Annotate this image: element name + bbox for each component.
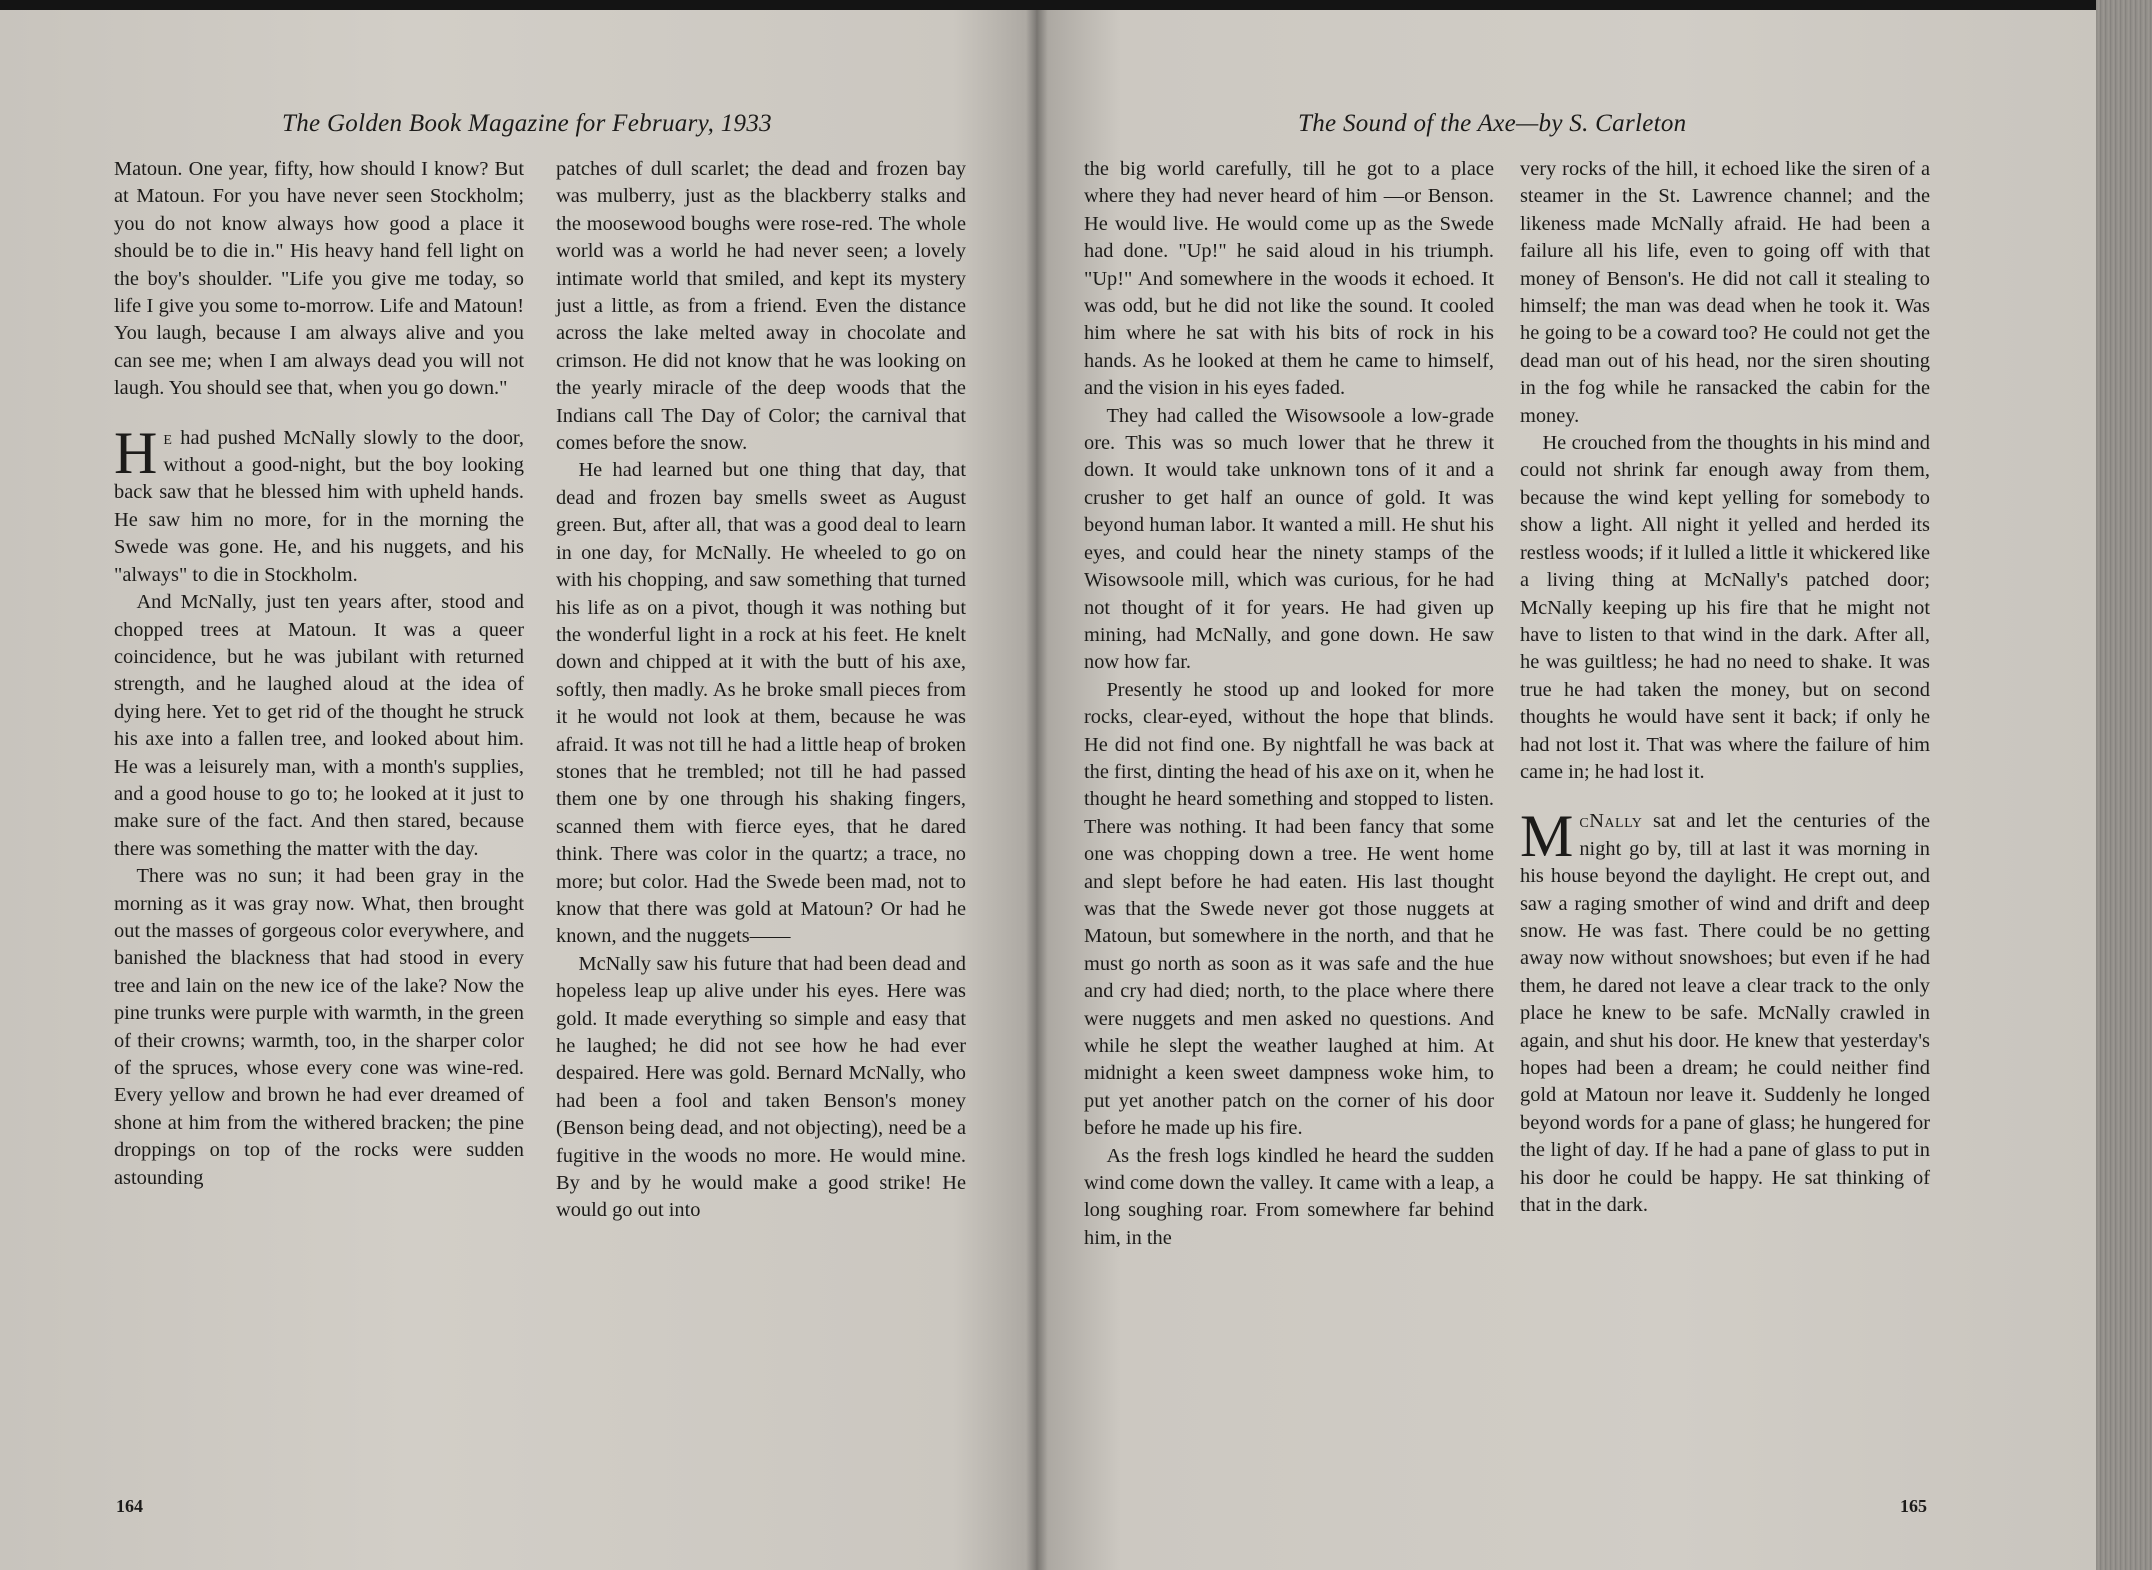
paragraph: very rocks of the hill, it echoed like the siren of a steamer in the St. Lawrence channel; and the likeness made McNally afraid. He had been a failure all his life, even to going off with that money of Benson's. He did not call it stealing to himself; the man was dead when he took it. Was he going to be a coward too? He could not get the dead man out of his head, nor the siren shouting in the fog while he ransacked the cabin for the money. [1520,158,1930,427]
paragraph: Matoun. One year, fifty, how should I know? But at Matoun. For you have never seen Stockholm; you do not know always how good a place it should be to die in." His heavy hand fell light on the boy's shoulder. "Life you give me today, so life I give you some to-morrow. Life and Matoun! You laugh, because I am always alive and you can see me; when I am always dead you will not laugh. You should see that, when you go down." [114,158,524,400]
right-page-number: 165 [1900,1496,1927,1516]
book-gutter-shadow [1026,10,1048,1570]
paragraph-text: sat and let the centuries of the night go by, till at last it was morning in his house beyond the daylight. He crept out, and saw a raging smother of wind and drift and deep snow. He was fast. There could be no getting away now without snowshoes; but even if he had them, he dared not leave a clear track to the only place he knew to be safe. McNally crawled in again, and shut his door. He knew that yesterday's hopes had been a dream; he could neither find gold at Matoun nor leave it. Suddenly he longed beyond words for a pane of glass; he hungered for the light of day. If he had a pane of glass to put in his door he could be happy. He sat thinking of that in the dark. [1520,810,1930,1217]
right-column-2 [1520,156,1930,1219]
paragraph: the big world carefully, till he got to a place where they had never heard of him —or Benson. He would live. He would come up as the Swede had done. "Up!" he said aloud in his triumph. "Up!" And somewhere in the woods it echoed. It was odd, but he did not like the sound. It cooled him where he sat with his bits of rock in his hands. As he looked at them he came to himself, and the vision in his eyes faded. [1084,158,1494,400]
paragraph: McNally saw his future that had been dead and hopeless leap up alive under his eyes. Here was gold. It made everything so simple and easy that he laughed; he did not see how he had ever despaired. Here was gold. Bernard McNally, who had been a fool and taken Benson's money (Benson being dead, and not objecting), need be a fugitive in the woods no more. He would mine. By and by he would make a good strike! He would go out into [556,952,966,1222]
paragraph-text: had pushed McNally slowly to the door, without a good-night, but the boy looking back saw that he blessed him with upheld hands. He saw him no more, for in the morning the Swede was gone. He, and his nuggets, and his "always" to die in Stockholm. [114,426,524,586]
drop-cap: M [1520,803,1574,870]
left-column-1 [114,156,524,1192]
left-page-number: 164 [116,1496,143,1516]
paragraph: He had learned but one thing that day, that dead and frozen bay smells sweet as August green. But, after all, that was a good deal to learn in one day, for McNally. He wheeled to go on with his chopping, and saw something that turned his life as on a pivot, though it was nothing but the wonderful light in a rock at his feet. He knelt down and chipped at it with the butt of his axe, softly, then madly. As he broke small pieces from it he would not look at them, because he was afraid. It was not till he had a little heap of broken stones that he trembled; not till he had passed them one by one through his shaking fingers, scanned them with fierce eyes, that he dared think. There was color in the quartz; a trace, no more; but color. Had the Swede been mad, not to know that there was gold at Matoun? Or had he known, and the nuggets—— [556,459,966,948]
left-running-head: The Golden Book Magazine for February, 1933 [282,110,772,137]
page-stack-edge [2096,0,2152,1570]
paragraph: They had called the Wisowsoole a low-grade ore. This was so much lower that he threw it down. It would take unknown tons of it and a crusher to get half an ounce of gold. It was beyond human labor. It wanted a mill. He shut his eyes, and could hear the ninety stamps of the Wisowsoole mill, which was curious, for he had not thought of it for years. He had given up mining, had McNally, and gone down. He saw now how far. [1084,404,1494,674]
paragraph-dropcap [1520,803,1930,1219]
drop-cap: H [114,419,158,486]
paragraph: And McNally, just ten years after, stood and chopped trees at Matoun. It was a queer coincidence, but he was jubilant with returned strength, and he laughed aloud at the idea of dying here. Yet to get rid of the thought he struck his axe into a fallen tree, and looked about him. He was a leisurely man, with a month's supplies, and a good house to go to; he looked at it just to make sure of the fact. And then stared, because there was something the matter with the day. [114,591,524,860]
right-page [1036,10,2096,1570]
paragraph-dropcap [114,419,524,589]
paragraph: As the fresh logs kindled he heard the sudden wind come down the valley. It came with a leap, a long soughing roar. From somewhere far behind him, in the [1084,1144,1494,1249]
right-column-1 [1084,156,1494,1252]
left-column-2 [556,156,966,1225]
paragraph: Presently he stood up and looked for more rocks, clear-eyed, without the hope that blinds. He did not find one. By nightfall he was back at the first, dinting the head of his axe on it, when he thought he heard something and stopped to listen. There was nothing. It had been fancy that some one was chopping down a tree. He went home and slept before he had eaten. His last thought was that the Swede never got those nuggets at Matoun, but somewhere in the north, and that he must go north as soon as it was safe and the hue and cry had died; north, to the place where there were nuggets and men asked no questions. And while he slept the weather laughed at him. At midnight a keen sweet dampness woke him, to put yet another patch on the corner of his door before he made up his fire. [1084,678,1494,1140]
left-page [0,10,1036,1570]
right-running-head: The Sound of the Axe—by S. Carleton [1298,110,1687,137]
paragraph: patches of dull scarlet; the dead and frozen bay was mulberry, just as the blackberry stalks and the moosewood boughs were rose-red. The whole world was a world he had never seen; a lovely intimate world that smiled, and kept its mystery just a little, as from a friend. Even the distance across the lake melted away in chocolate and crimson. He did not know that he was looking on the yearly miracle of the deep woods that the Indians call The Day of Color; the carnival that comes before the snow. [556,158,966,455]
paragraph: He crouched from the thoughts in his mind and could not shrink far enough away from them, because the wind kept yelling for somebody to show a light. All night it yelled and herded its restless woods; if it lulled a little it whickered like a living thing at McNally's patched door; McNally keeping up his fire that he might not have to listen to that wind in the dark. After all, he was guiltless; he had no need to shake. It was true he had taken the money, but on second thoughts he would have sent it back; if only he had not lost it. That was where the failure of him came in; he had lost it. [1520,432,1930,783]
small-caps-lead: cNally [1579,810,1643,833]
paragraph: There was no sun; it had been gray in the morning as it was gray now. What, then brought out the masses of gorgeous color everywhere, and banished the blackness that had stood in every tree and lain on the new ice of the lake? Now the pine trunks were purple with warmth, in the green of their crowns; warmth, too, in the sharper color of the spruces, whose every cone was wine-red. Every yellow and brown he had ever dreamed of shone at him from the withered bracken; the pine droppings on top of the rocks were sudden astounding [114,865,524,1189]
small-caps-lead: e [163,426,173,449]
